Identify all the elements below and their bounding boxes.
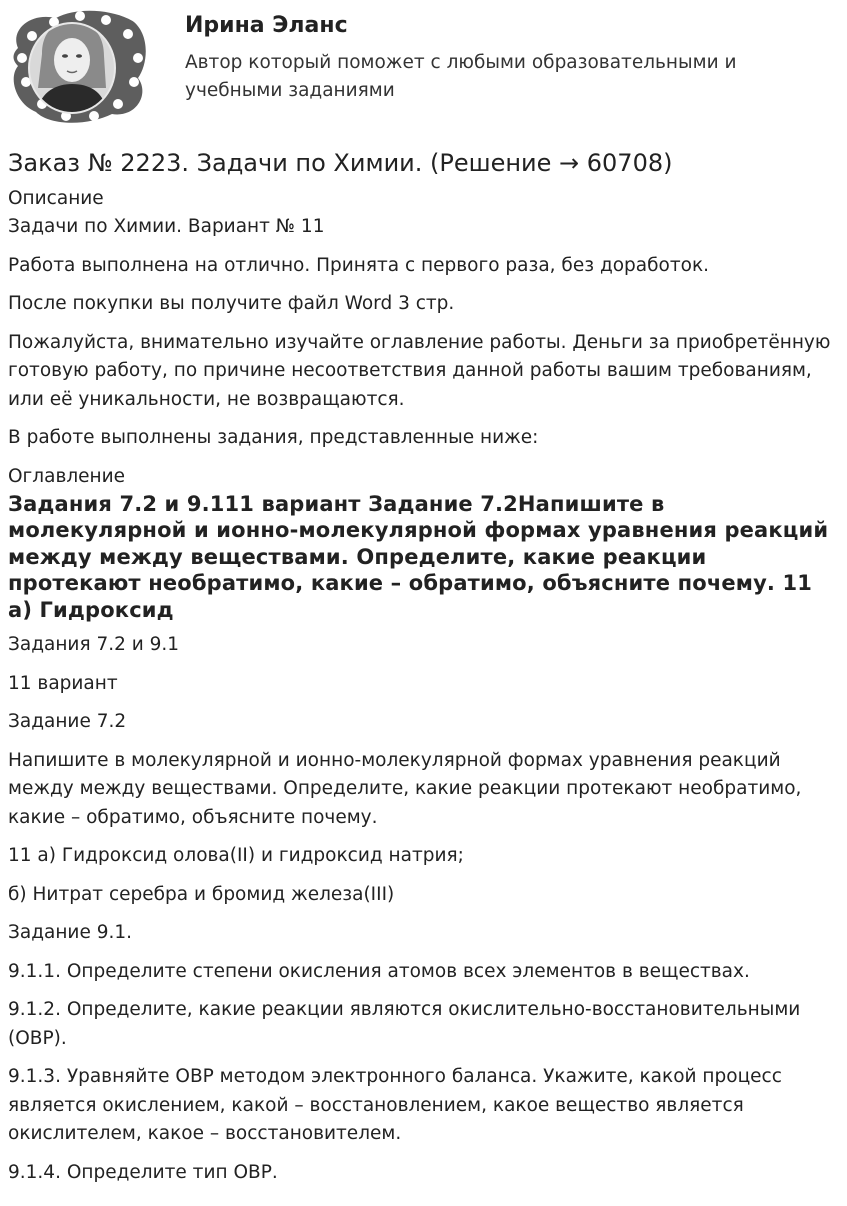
toc-paragraph: Задания 7.2 и 9.1 — [8, 634, 180, 655]
toc-paragraph: 9.1.1. Определите степени окисления атомов всех элементов в веществах. — [8, 960, 750, 982]
toc-paragraph: б) Нитрат серебра и бромид железа(III) — [8, 883, 395, 905]
toc-paragraph: Задание 9.1. — [8, 922, 133, 943]
author-name: Ирина Эланс — [185, 13, 348, 38]
order-content — [8, 146, 838, 1197]
description-paragraph: После покупки вы получите файл Word 3 стр. — [8, 293, 455, 314]
toc-heading: Задания 7.2 и 9.111 вариант Задание 7.2Напишите в молекулярной и ионно-молекулярной формах уравнения реакций между между веществами. Определите, какие реакции протекают необратимо, какие – обратимо, объясните почему. 11 а) Гидроксид — [8, 491, 829, 622]
toc-paragraph: Задание 7.2 — [8, 711, 127, 732]
author-header — [0, 0, 847, 135]
toc-label: Оглавление — [8, 465, 126, 487]
description-paragraph: В работе выполнены задания, представленные ниже: — [8, 427, 539, 448]
author-avatar[interactable] — [8, 8, 150, 126]
toc-paragraph: 9.1.3. Уравняйте ОВР методом электронного баланса. Укажите, какой процесс является окислением, какой – восстановлением, какое вещество является окислителем, какое – восстановителем. — [8, 1066, 782, 1144]
description-paragraph: Задачи по Химии. Вариант № 11 — [8, 216, 325, 237]
description-paragraph: Работа выполнена на отлично. Принята с первого раза, без доработок. — [8, 254, 710, 276]
description-paragraph: Пожалуйста, внимательно изучайте оглавление работы. Деньги за приобретённую готовую работу, по причине несоответствия данной работы вашим требованиям, или её уникальности, не возвращаются. — [8, 331, 831, 410]
order-title: Заказ № 2223. Задачи по Химии. (Решение → 60708) — [8, 149, 673, 177]
toc-paragraph: 11 а) Гидроксид олова(II) и гидроксид натрия; — [8, 845, 464, 866]
author-description: Автор который поможет с любыми образовательными и учебными заданиями — [185, 52, 737, 101]
toc-paragraph: Напишите в молекулярной и ионно-молекулярной формах уравнения реакций между между веществами. Определите, какие реакции протекают необратимо, какие – обратимо, объясните почему. — [8, 749, 802, 828]
toc-paragraph: 9.1.4. Определите тип ОВР. — [8, 1161, 278, 1183]
toc-paragraph: 9.1.2. Определите, какие реакции являются окислительно-восстановительными (ОВР). — [8, 999, 801, 1049]
description-label: Описание — [8, 188, 104, 209]
toc-paragraph: 11 вариант — [8, 672, 118, 694]
